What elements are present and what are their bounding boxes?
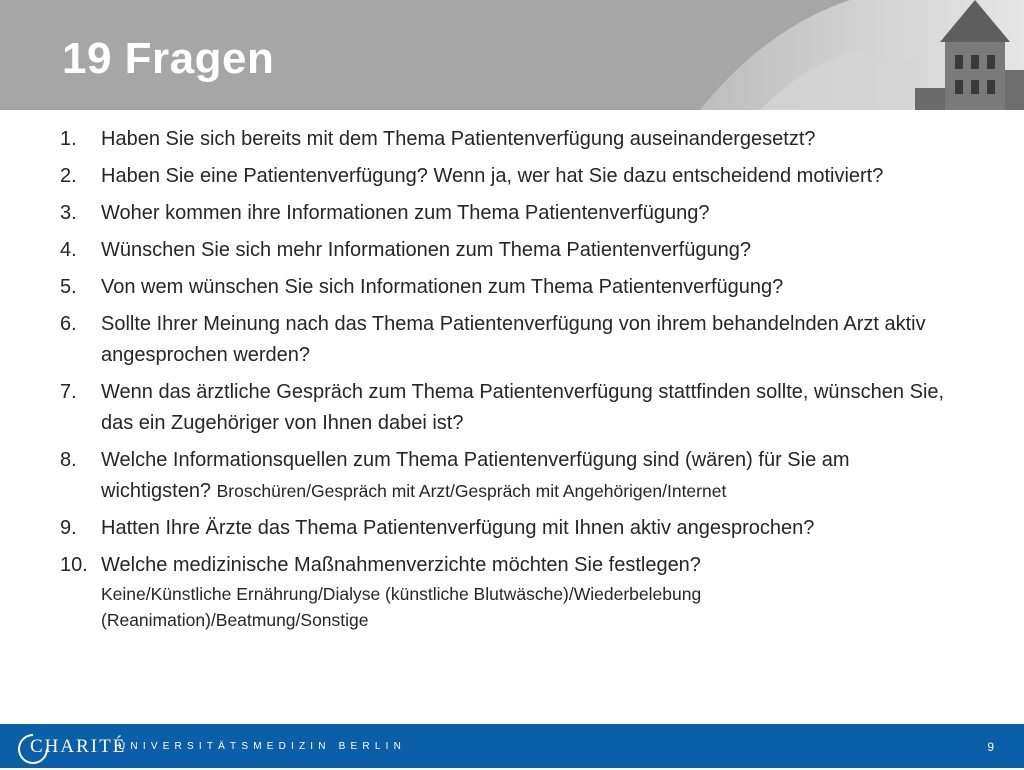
question-text: Sollte Ihrer Meinung nach das Thema Patientenverfügung von ihrem behandelnden Arzt aktiv angesprochen werden? <box>101 313 926 366</box>
question-item-4 <box>60 235 960 266</box>
question-item-3 <box>60 198 960 229</box>
question-number: 4. <box>60 239 77 261</box>
question-text: Haben Sie sich bereits mit dem Thema Patientenverfügung auseinandergesetzt? <box>101 128 816 150</box>
question-number: 5. <box>60 276 77 298</box>
question-text: Welche medizinische Maßnahmenverzichte möchten Sie festlegen? <box>101 554 701 576</box>
question-item-1 <box>60 124 960 155</box>
question-text: Woher kommen ihre Informationen zum Thema Patientenverfügung? <box>101 202 710 224</box>
question-text: Von wem wünschen Sie sich Informationen zum Thema Patientenverfügung? <box>101 276 784 298</box>
question-number: 3. <box>60 202 77 224</box>
question-number: 8. <box>60 449 77 471</box>
question-item-2 <box>60 161 960 192</box>
question-item-5 <box>60 272 960 303</box>
question-answer-options: Keine/Künstliche Ernährung/Dialyse (künstliche Blutwäsche)/Wiederbelebung (Reanimation)/Beatmung/Sonstige <box>101 584 702 630</box>
institution-name: UNIVERSITÄTSMEDIZIN BERLIN <box>118 741 406 752</box>
slide-header <box>0 0 1024 110</box>
question-item-7 <box>60 377 960 439</box>
question-number: 1. <box>60 128 77 150</box>
slide-footer <box>0 724 1024 768</box>
question-item-6 <box>60 309 960 371</box>
question-number: 6. <box>60 313 77 335</box>
question-item-9 <box>60 513 960 544</box>
question-text: Wenn das ärztliche Gespräch zum Thema Patientenverfügung stattfinden sollte, wünschen Sie, das ein Zugehöriger von Ihnen dabei ist? <box>101 381 945 434</box>
question-number: 2. <box>60 165 77 187</box>
question-text: Welche Informationsquellen zum Thema Patientenverfügung sind (wären) für Sie am wichtigsten? <box>101 449 850 502</box>
question-list <box>60 124 960 639</box>
question-item-8 <box>60 445 960 507</box>
question-item-10 <box>60 550 960 633</box>
question-number: 9. <box>60 517 77 539</box>
slide-title: 19 Fragen <box>62 34 275 83</box>
question-number: 10. <box>60 554 88 576</box>
question-text: Hatten Ihre Ärzte das Thema Patientenverfügung mit Ihnen aktiv angesprochen? <box>101 517 815 539</box>
question-number: 7. <box>60 381 77 403</box>
question-answer-options: Broschüren/Gespräch mit Arzt/Gespräch mit Angehörigen/Internet <box>216 481 727 501</box>
question-text: Haben Sie eine Patientenverfügung? Wenn ja, wer hat Sie dazu entscheidend motiviert? <box>101 165 884 187</box>
question-text: Wünschen Sie sich mehr Informationen zum Thema Patientenverfügung? <box>101 239 751 261</box>
charite-logo: CHARITÉ <box>30 736 127 757</box>
page-number: 9 <box>987 740 994 754</box>
